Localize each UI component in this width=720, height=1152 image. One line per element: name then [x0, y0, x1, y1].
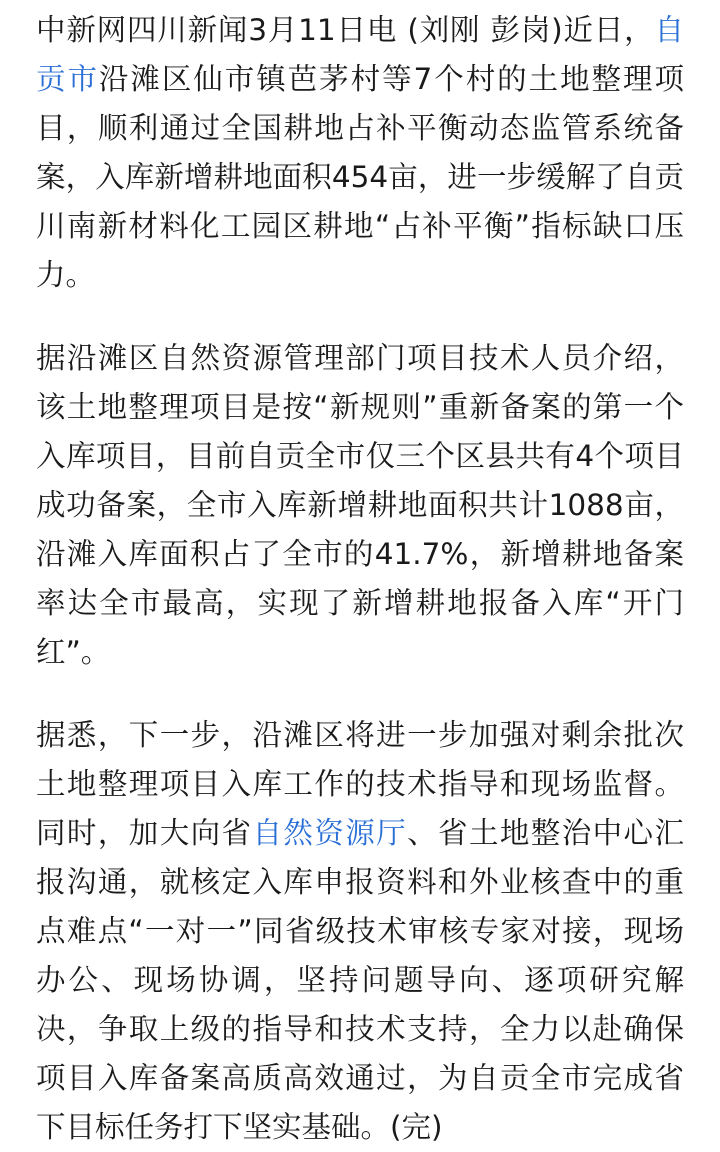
link-zigong-city[interactable]: 自贡市	[36, 13, 684, 96]
paragraph-text: 沿滩区仙市镇芭茅村等7个村的土地整理项目，顺利通过全国耕地占补平衡动态监管系统备案，入库新增耕地面积454亩，进一步缓解了自贡川南新材料化工园区耕地“占补平衡”指标缺口压力。	[36, 62, 684, 292]
paragraph-text: 据悉，下一步，沿滩区将进一步加强对剩余批次土地整理项目入库工作的技术指导和现场监督。同时，加大向省	[36, 718, 684, 850]
paragraph-text: 、省土地整治中心汇报沟通，就核定入库申报资料和外业核查中的重点难点“一对一”同省级技术审核专家对接，现场办公、现场协调，坚持问题导向、逐项研究解决，争取上级的指导和技术支持，全力以赴确保项目入库备案高质高效通过，为自贡全市完成省下目标任务打下坚实基础。(完)	[36, 816, 684, 1144]
link-natural-resources-department[interactable]: 自然资源厅	[252, 816, 408, 850]
paragraph-text: 据沿滩区自然资源管理部门项目技术人员介绍，该土地整理项目是按“新规则”重新备案的第一个入库项目，目前自贡全市仅三个区县共有4个项目成功备案，全市入库新增耕地面积共计1088亩，沿滩入库面积占了全市的41.7%，新增耕地备案率达全市最高，实现了新增耕地报备入库“开门红”。	[36, 341, 684, 669]
article-paragraph-2	[36, 334, 684, 677]
article-paragraph-3	[36, 711, 684, 1152]
article-paragraph-1	[36, 6, 684, 300]
paragraph-text: 中新网四川新闻3月11日电 (刘刚 彭岗)近日，	[36, 13, 655, 47]
